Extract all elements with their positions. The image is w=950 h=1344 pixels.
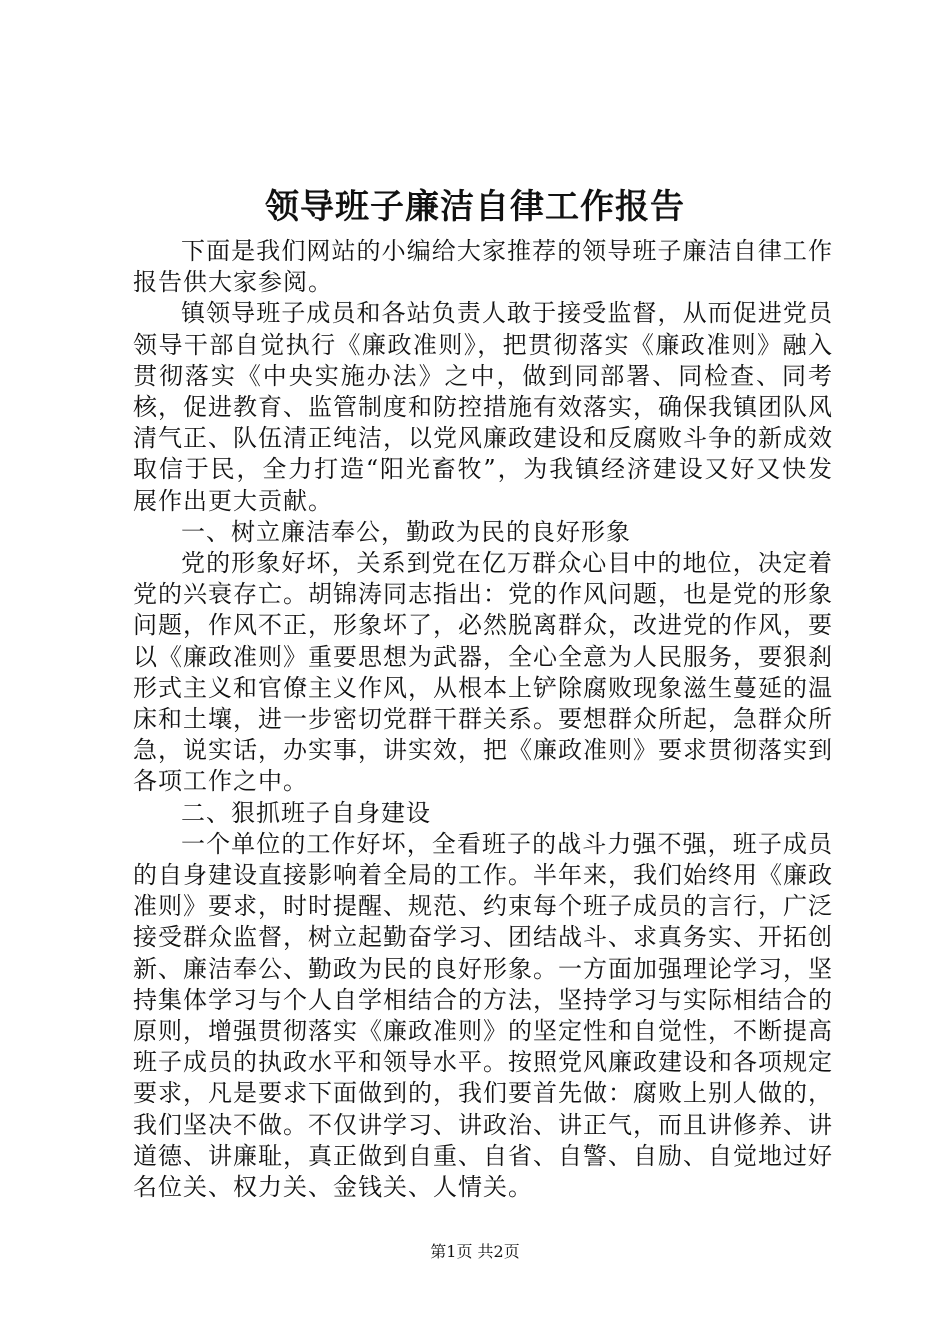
section-heading-2: 二、狠抓班子自身建设 — [181, 798, 431, 827]
document-body — [133, 236, 833, 1203]
section-heading-1: 一、树立廉洁奉公，勤政为民的良好形象 — [181, 517, 631, 546]
section-1-paragraph: 党的形象好坏，关系到党在亿万群众心目中的地位，决定着党的兴衰存亡。胡锦涛同志指出：党的作风问题，也是党的形象问题，作风不正，形象坏了，必然脱离群众，改进党的作风，要以《廉政准则》重要思想为武器，全心全意为人民服务，要狠刹形式主义和官僚主义作风，从根本上铲除腐败现象滋生蔓延的温床和土壤，进一步密切党群干群关系。要想群众所起，急群众所急，说实话，办实事，讲实效，把《廉政准则》要求贯彻落实到各项工作之中。 — [133, 549, 833, 796]
overview-paragraph: 镇领导班子成员和各站负责人敢于接受监督，从而促进党员领导干部自觉执行《廉政准则》，把贯彻落实《廉政准则》融入贯彻落实《中央实施办法》之中，做到同部署、同检查、同考核，促进教育、监管制度和防控措施有效落实，确保我镇团队风清气正、队伍清正纯洁，以党风廉政建设和反腐败斗争的新成效取信于民，全力打造“阳光畜牧”，为我镇经济建设又好又快发展作出更大贡献。 — [133, 299, 833, 515]
intro-paragraph: 下面是我们网站的小编给大家推荐的领导班子廉洁自律工作报告供大家参阅。 — [133, 237, 833, 297]
page-number-footer: 第1页 共2页 — [430, 1242, 520, 1261]
section-2-paragraph: 一个单位的工作好坏，全看班子的战斗力强不强，班子成员的自身建设直接影响着全局的工作。半年来，我们始终用《廉政准则》要求，时时提醒、规范、约束每个班子成员的言行，广泛接受群众监督，树立起勤奋学习、团结战斗、求真务实、开拓创新、廉洁奉公、勤政为民的良好形象。一方面加强理论学习，坚持集体学习与个人自学相结合的方法，坚持学习与实际相结合的原则，增强贯彻落实《廉政准则》的坚定性和自觉性，不断提高班子成员的执政水平和领导水平。按照党风廉政建设和各项规定要求，凡是要求下面做到的，我们要首先做：腐败上别人做的，我们坚决不做。不仅讲学习、讲政治、讲正气，而且讲修养、讲道德、讲廉耻，真正做到自重、自省、自警、自励、自觉地过好名位关、权力关、金钱关、人情关。 — [133, 829, 833, 1202]
document-title: 领导班子廉洁自律工作报告 — [265, 187, 685, 227]
